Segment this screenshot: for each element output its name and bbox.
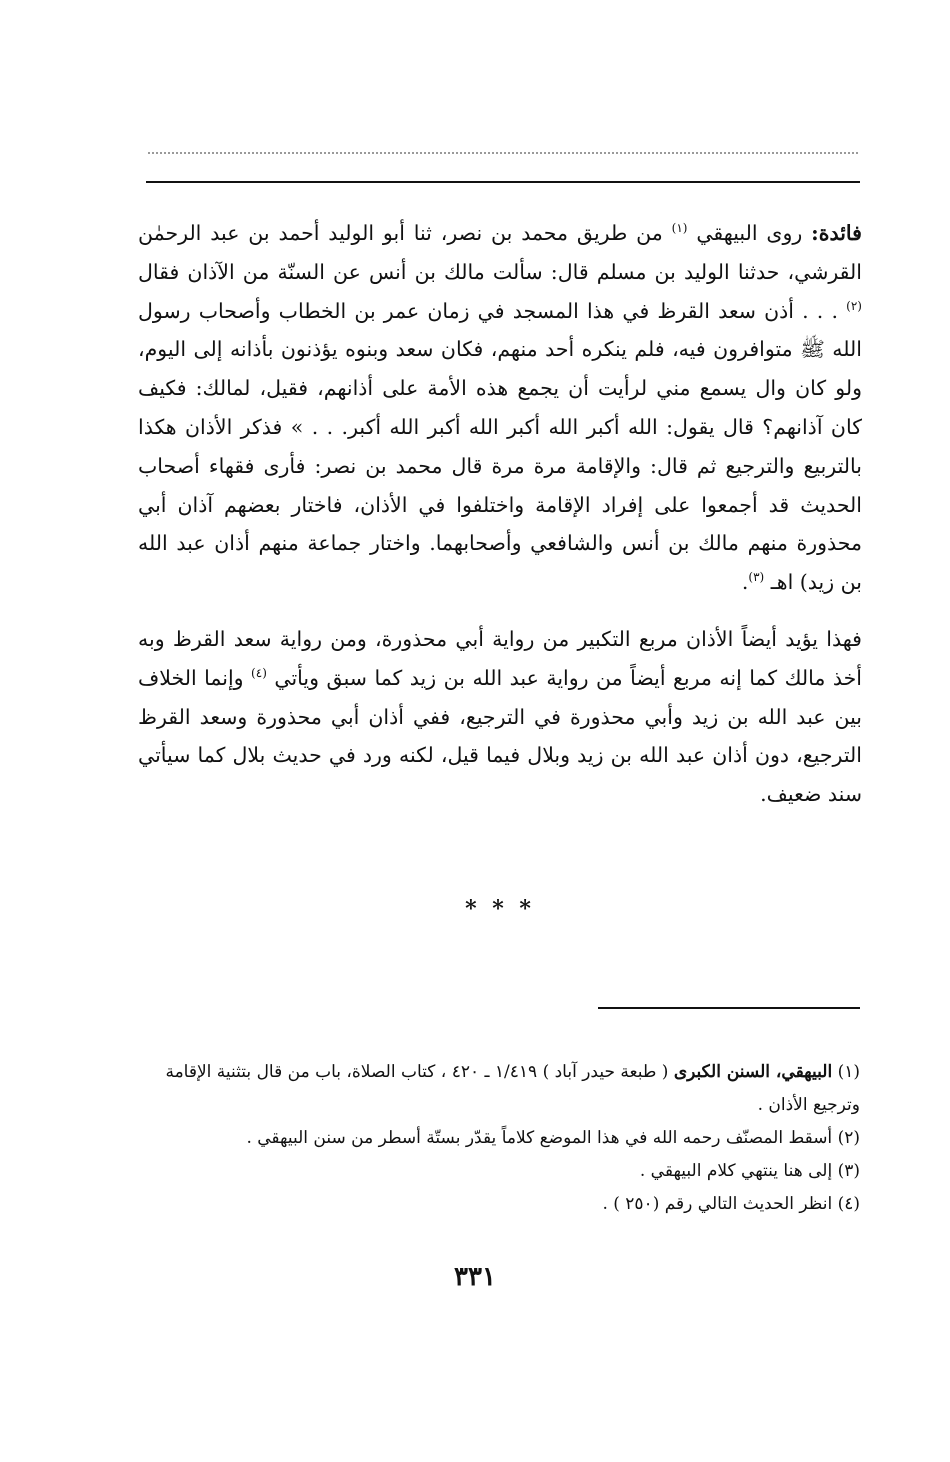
footnote-text: ( طبعة حيدر آباد ) ١/٤١٩ ـ ٤٢٠ ، كتاب الصلاة، باب من قال بتثنية الإقامة وترجيع الأذان . xyxy=(165,1062,860,1115)
paragraph-text: وإنما الخلاف بين عبد الله بن زيد وأبي محذورة في الترجيع، ففي أذان أبي محذورة وسعد القرظ الترجيع، دون أذان عبد الله بن زيد وبلال فيما قيل، لكنه ورد في حديث بلال كما سيأتي سند ضعيف. xyxy=(138,665,862,807)
footnote-2 xyxy=(138,1122,860,1155)
header-dotted-divider xyxy=(148,152,858,154)
paragraph-end: . xyxy=(741,570,749,595)
section-separator: * * * xyxy=(465,896,535,922)
footnote-text: أسقط المصنّف رحمه الله في هذا الموضع كلاماً يقدّر بستّة أسطر من سنن البيهقي . xyxy=(246,1128,833,1148)
footnote-3 xyxy=(138,1155,860,1188)
footnote-number: (٣) xyxy=(837,1161,860,1181)
paragraph-lead: فائدة: xyxy=(811,221,862,245)
footnote-text: انظر الحديث التالي رقم (٢٥٠ ) . xyxy=(602,1194,833,1214)
footnote-text: إلى هنا ينتهي كلام البيهقي . xyxy=(639,1161,833,1181)
footnote-4 xyxy=(138,1188,860,1221)
footnote-number: (٢) xyxy=(837,1128,860,1148)
paragraph-2 xyxy=(138,620,862,814)
footnote-number: (١) xyxy=(837,1062,860,1082)
paragraph-text: من طريق محمد بن نصر، ثنا أبو الوليد أحمد بن عبد الرحمٰن القرشي، حدثنا الوليد بن مسلم قال: سألت مالك بن أنس عن السنّة من الآذان فقال xyxy=(138,221,862,284)
main-text xyxy=(138,214,862,814)
footnote-ref-1: (١) xyxy=(671,221,688,236)
paragraph-text: فهذا يؤيد أيضاً الأذان مربع التكبير من رواية أبي محذورة، ومن رواية سعد القرظ وبه أخذ مالك كما إنه مربع أيضاً من رواية عبد الله بن زيد كما سبق ويأتي xyxy=(138,626,862,690)
footnote-ref-3: (٣) xyxy=(748,570,765,585)
paragraph-text: . . . أذن سعد القرظ في هذا المسجد في زمان عمر بن الخطاب وأصحاب رسول الله ﷺ متوافرون فيه، فلم ينكره أحد منهم، فكان سعد وبنوه يؤذنون بأذانه إلى اليوم، ولو كان وال يسمع مني لرأيت أن يجمع هذه الأمة على أذانهم، فقيل، لمالك: فكيف كان آذانهم؟ قال يقول: الله أكبر الله أكبر الله أكبر الله أكبر. . . » فذكر الأذان هكذا بالتربيع والترجيع ثم قال: والإقامة مرة مرة قال محمد بن نصر: فأرى فقهاء أصحاب الحديث قد أجمعوا على إفراد الإقامة واختلفوا في الأذان، فاختار بعضهم آذان أبي محذورة منهم مالك بن أنس والشافعي وأصحابهما. واختار جماعة منهم أذان عبد الله بن زيد) اهـ xyxy=(138,298,862,595)
footnote-ref-4: (٤) xyxy=(251,665,267,680)
paragraph-text: روى البيهقي xyxy=(696,221,803,245)
header-divider xyxy=(146,181,860,183)
footnote-number: (٤) xyxy=(837,1194,860,1214)
footnote-ref-2: (٢) xyxy=(846,298,862,313)
footnote-divider xyxy=(598,1007,860,1009)
footnotes xyxy=(138,1056,860,1221)
page-number: ٣٣١ xyxy=(454,1262,496,1292)
paragraph-1 xyxy=(138,214,862,602)
footnote-1 xyxy=(138,1056,860,1122)
footnote-source-title: البيهقي، السنن الكبرى xyxy=(673,1062,833,1082)
